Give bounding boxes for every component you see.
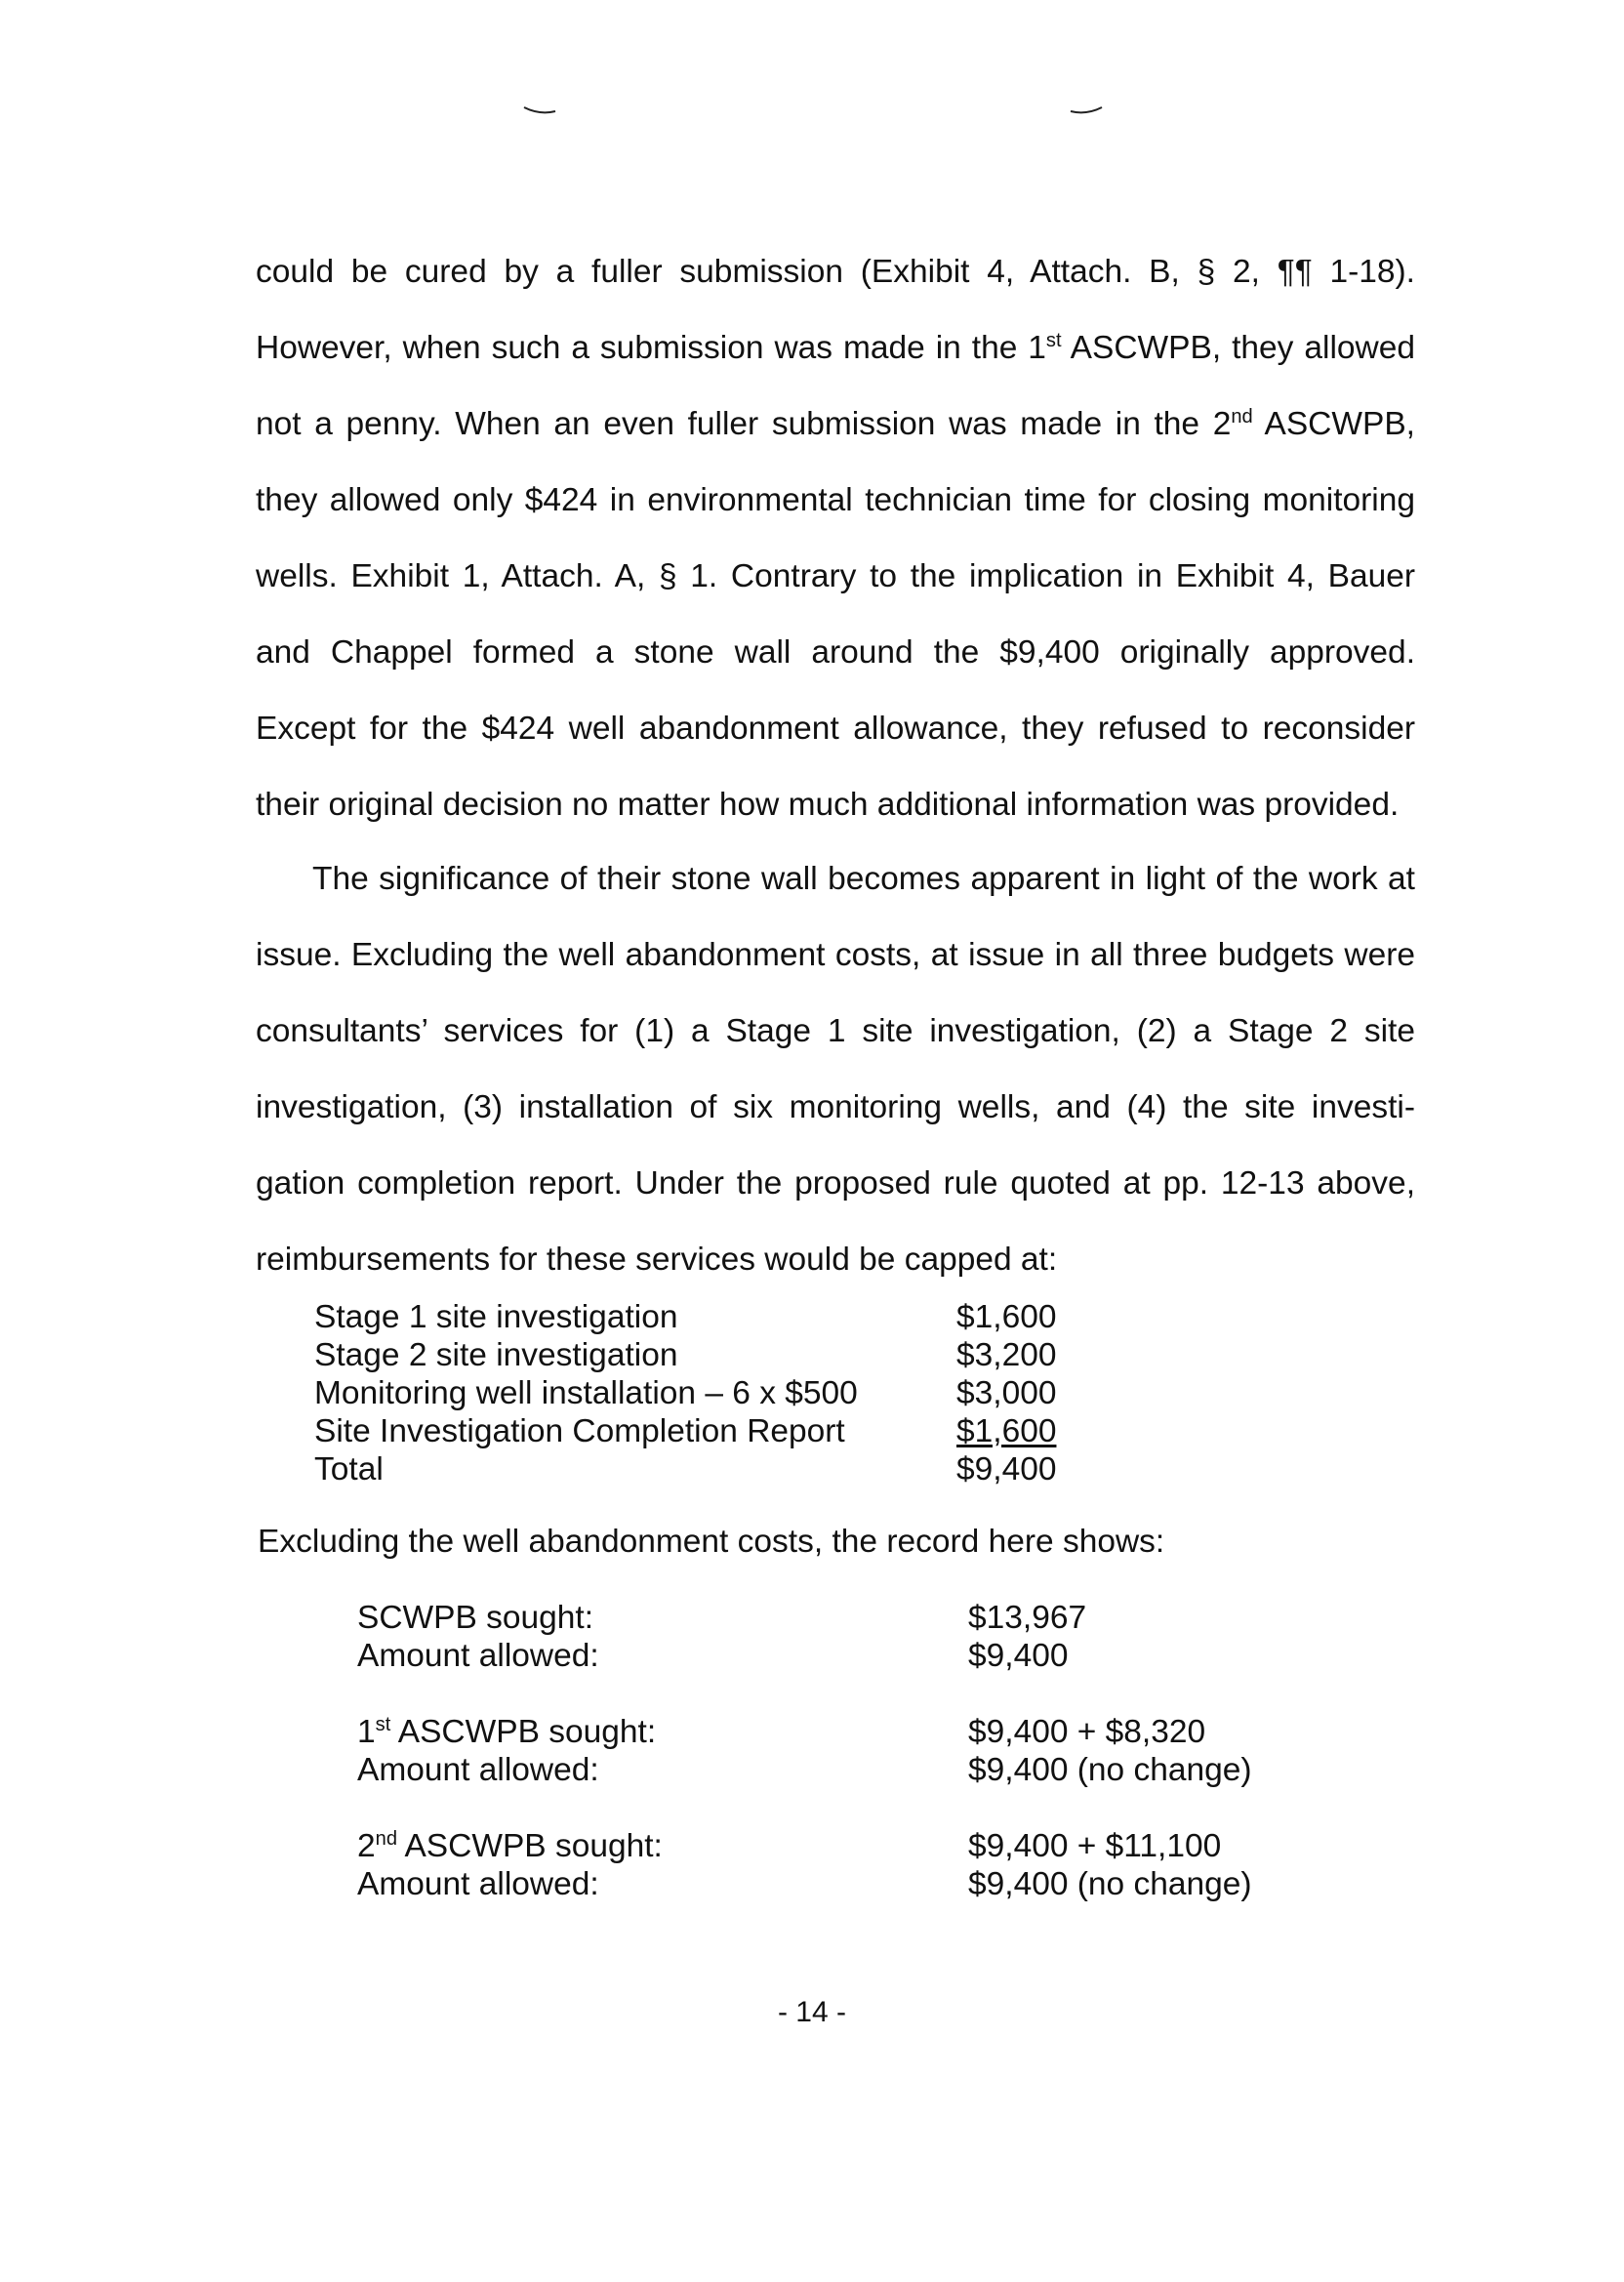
row-label: Site Investigation Completion Report	[314, 1413, 845, 1449]
paragraph-line: and Chappel formed a stone wall around the $9,400 originally approved.	[256, 634, 1415, 671]
table-row	[357, 1827, 1280, 1865]
record-group-2	[357, 1713, 1280, 1789]
record-group-1	[357, 1599, 1280, 1675]
sought-value: $13,967	[968, 1600, 1087, 1636]
sought-value: $9,400 + $11,100	[968, 1828, 1222, 1864]
allowed-label: Amount allowed:	[357, 1866, 599, 1902]
table-row	[357, 1713, 1280, 1751]
table-row	[357, 1637, 1280, 1675]
table-row	[357, 1751, 1280, 1789]
page-number: - 14 -	[777, 1996, 847, 2028]
paragraph-line: The significance of their stone wall becomes apparent in light of the work at	[312, 861, 1415, 897]
paragraph-line: not a penny. When an even fuller submission was made in the 2nd ASCWPB,	[256, 405, 1415, 442]
paragraph-line: Except for the $424 well abandonment allowance, they refused to reconsider	[256, 711, 1415, 747]
sought-label: SCWPB sought:	[357, 1600, 594, 1636]
paragraph-2	[256, 841, 1415, 1298]
allowed-label: Amount allowed:	[357, 1638, 599, 1674]
paragraph-line: issue. Excluding the well abandonment costs, at issue in all three budgets were	[256, 937, 1415, 973]
allowed-value: $9,400 (no change)	[968, 1752, 1252, 1788]
paragraph-line: consultants’ services for (1) a Stage 1 site investigation, (2) a Stage 2 site	[256, 1013, 1415, 1049]
row-label: Stage 1 site investigation	[314, 1299, 678, 1335]
row-label: Monitoring well installation – 6 x $500	[314, 1375, 858, 1411]
record-intro: Excluding the well abandonment costs, the record here shows:	[258, 1524, 1165, 1560]
allowed-value: $9,400 (no change)	[968, 1866, 1252, 1902]
table-row	[314, 1374, 1103, 1412]
row-value-underlined: $1,600	[956, 1413, 1057, 1449]
table-row	[314, 1412, 1103, 1450]
row-value: $3,000	[956, 1375, 1057, 1411]
row-value: $9,400	[956, 1451, 1057, 1487]
paragraph-line: could be cured by a fuller submission (Exhibit 4, Attach. B, § 2, ¶¶ 1-18).	[256, 254, 1415, 290]
paragraph-line: wells. Exhibit 1, Attach. A, § 1. Contrary to the implication in Exhibit 4, Bauer	[256, 558, 1415, 594]
paragraph-line: their original decision no matter how much additional information was provided.	[256, 787, 1400, 823]
paragraph-line: However, when such a submission was made in the 1st ASCWPB, they allowed	[256, 329, 1415, 366]
sought-label: 2nd ASCWPB sought:	[357, 1827, 663, 1864]
paragraph-line: gation completion report. Under the proposed rule quoted at pp. 12-13 above,	[256, 1165, 1415, 1202]
paragraph-line: investigation, (3) installation of six monitoring wells, and (4) the site investi-	[256, 1089, 1415, 1125]
sought-label: 1st ASCWPB sought:	[357, 1713, 657, 1750]
paragraph-1	[256, 234, 1415, 843]
allowed-label: Amount allowed:	[357, 1752, 599, 1788]
table-row	[314, 1336, 1103, 1374]
cap-table	[314, 1298, 1103, 1488]
record-group-3	[357, 1827, 1280, 1903]
table-row-total	[314, 1450, 1103, 1488]
paragraph-line: they allowed only $424 in environmental technician time for closing monitoring	[256, 482, 1415, 518]
paragraph-line: reimbursements for these services would be capped at:	[256, 1242, 1058, 1278]
table-row	[357, 1599, 1280, 1637]
row-value: $1,600	[956, 1299, 1057, 1335]
table-row	[314, 1298, 1103, 1336]
row-label: Total	[314, 1451, 384, 1487]
allowed-value: $9,400	[968, 1638, 1069, 1674]
row-value: $3,200	[956, 1337, 1057, 1373]
binding-mark-right	[1070, 105, 1103, 115]
binding-mark-left	[523, 105, 556, 115]
row-label: Stage 2 site investigation	[314, 1337, 678, 1373]
table-row	[357, 1865, 1280, 1903]
sought-value: $9,400 + $8,320	[968, 1714, 1206, 1750]
